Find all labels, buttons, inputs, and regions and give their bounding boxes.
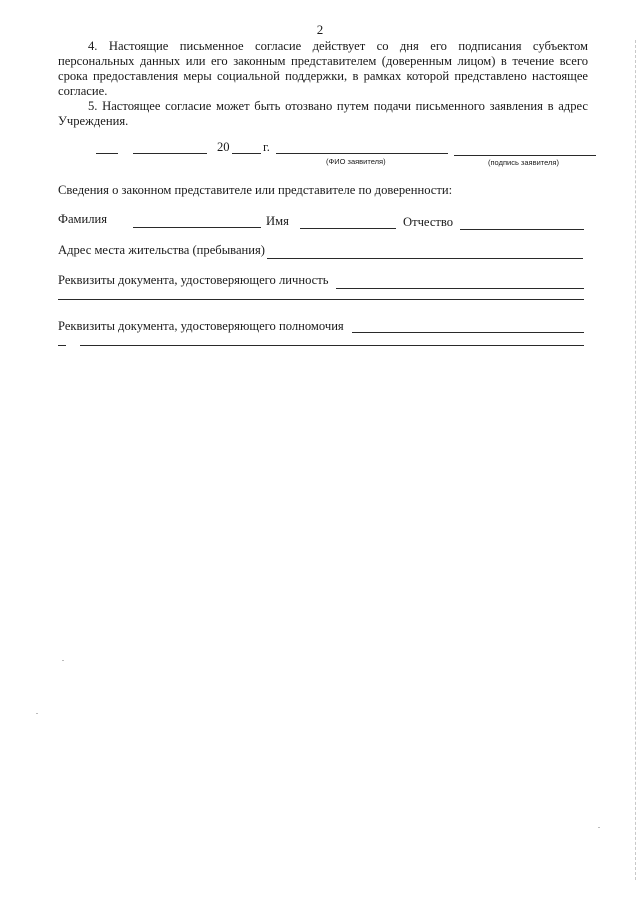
scan-speck — [36, 713, 38, 714]
surname-blank — [133, 227, 261, 228]
authority-doc-blank-1 — [352, 332, 584, 333]
fio-caption: (ФИО заявителя) — [326, 157, 386, 166]
name-label: Имя — [266, 214, 289, 228]
address-blank — [267, 258, 583, 259]
page-number: 2 — [316, 22, 324, 37]
authority-doc-blank-2 — [80, 345, 584, 346]
scan-edge-line — [635, 40, 636, 880]
name-blank — [300, 228, 396, 229]
identity-doc-blank-1 — [336, 288, 584, 289]
date-year-prefix: 20 — [217, 140, 230, 154]
scan-speck — [62, 660, 64, 661]
patronymic-blank — [460, 229, 584, 230]
surname-label: Фамилия — [58, 212, 108, 226]
date-year-blank — [232, 153, 261, 154]
identity-doc-blank-2 — [58, 299, 584, 300]
date-day-blank — [96, 153, 118, 154]
patronymic-label: Отчество — [403, 215, 454, 229]
scan-speck — [598, 827, 600, 828]
fio-blank — [276, 153, 448, 154]
authority-doc-label: Реквизиты документа, удостоверяющего полномочия — [58, 319, 344, 333]
authority-doc-blank-2-start — [58, 345, 66, 346]
paragraph-5: 5. Настоящее согласие может быть отозвано путем подачи письменного заявления в адрес Учреждения. — [58, 99, 588, 128]
representative-heading: Сведения о законном представителе или представителе по доверенности: — [58, 183, 453, 197]
date-year-suffix: г. — [263, 140, 270, 154]
date-month-blank — [133, 153, 207, 154]
address-label: Адрес места жительства (пребывания) — [58, 243, 265, 257]
identity-doc-label: Реквизиты документа, удостоверяющего личность — [58, 273, 329, 287]
signature-blank — [454, 155, 596, 156]
signature-caption: (подпись заявителя) — [488, 158, 559, 167]
paragraph-4: 4. Настоящие письменное согласие действует со дня его подписания субъектом персональных данных или его законным представителем (доверенным лицом) в течение всего срока предоставления меры социальной поддержки, в рамках которой представлено настоящее согласие. — [58, 39, 588, 98]
